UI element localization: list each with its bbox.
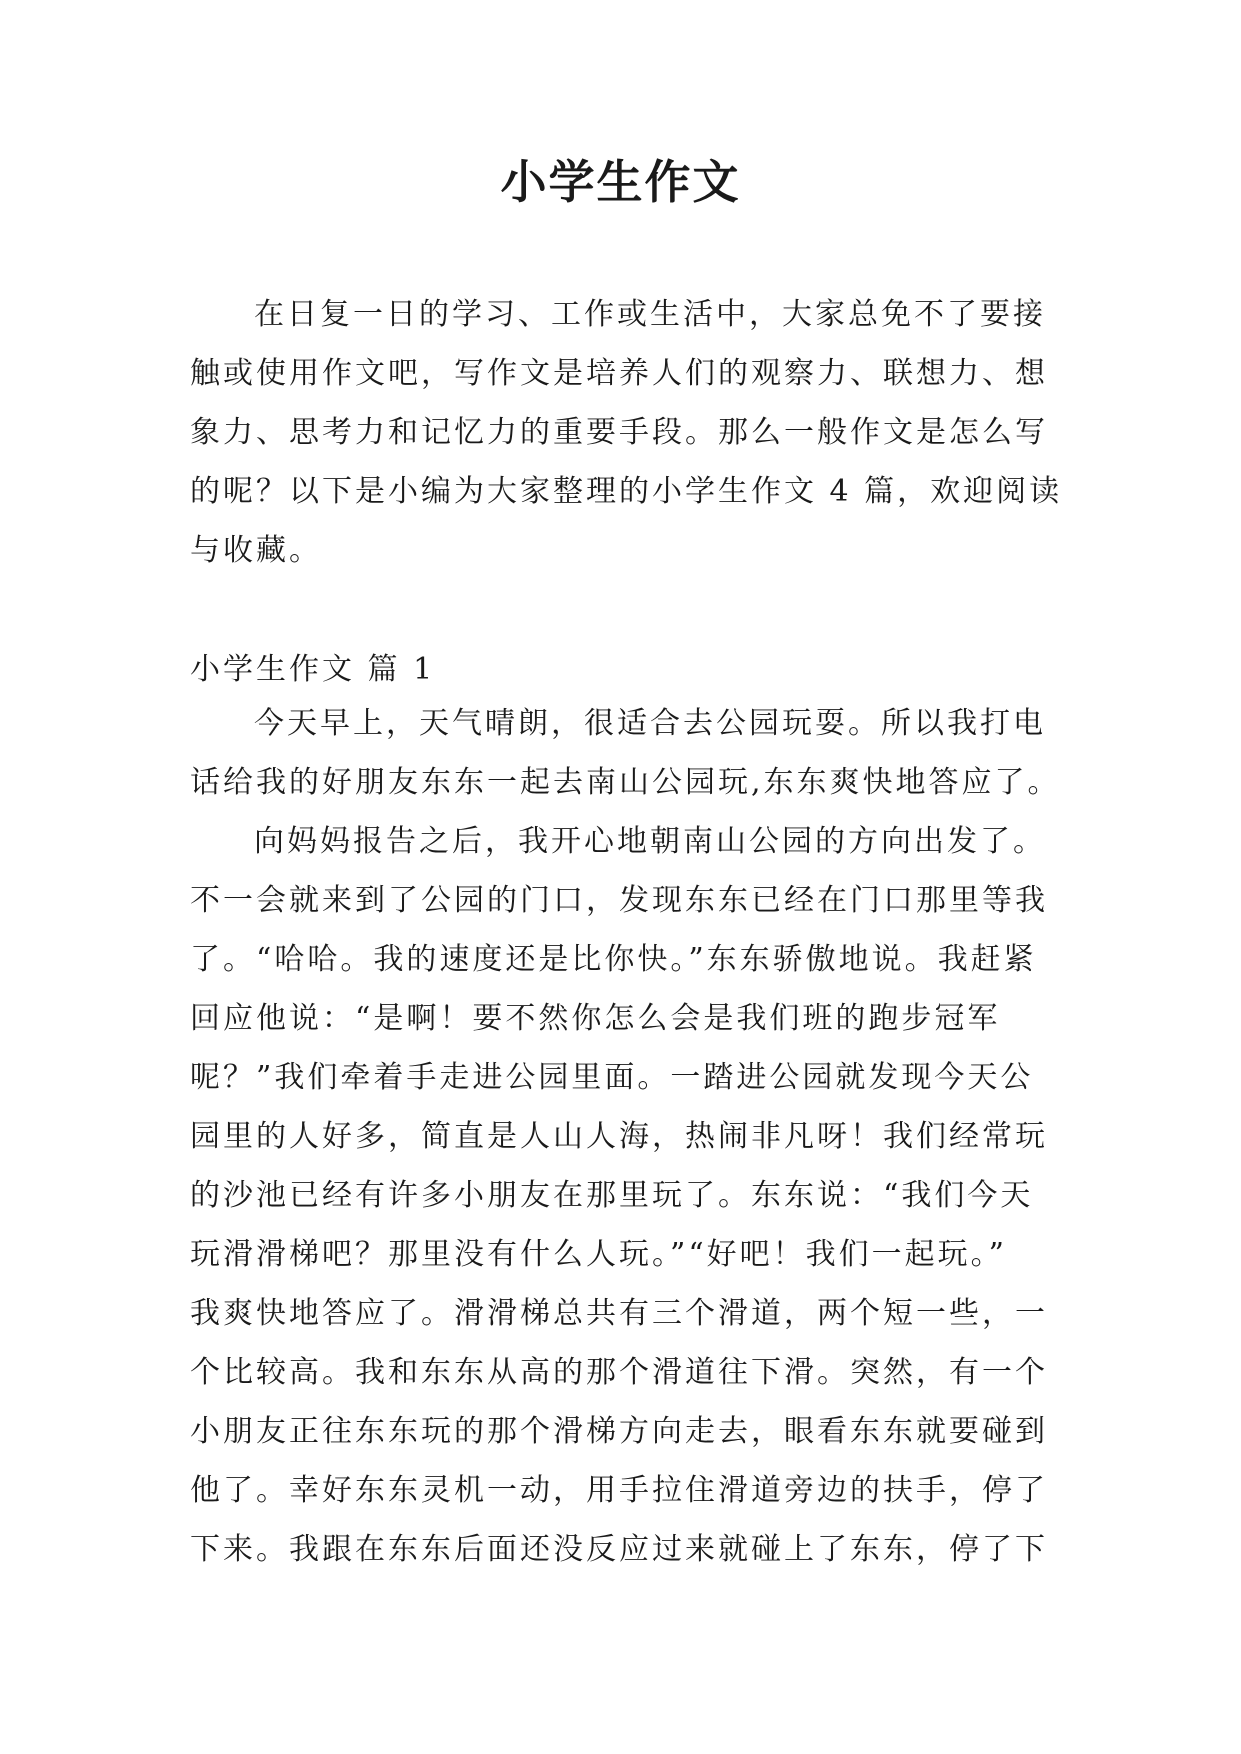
page-title: 小学生作文 xyxy=(500,155,741,209)
essay-line: 他了。幸好东东灵机一动，用手拉住滑道旁边的扶手，停了 xyxy=(190,1473,1048,1508)
intro-line: 的呢？以下是小编为大家整理的小学生作文 4 篇，欢迎阅读 xyxy=(190,474,1063,509)
essay-line: 话给我的好朋友东东一起去南山公园玩,东东爽快地答应了。 xyxy=(190,765,1061,800)
intro-paragraph xyxy=(190,285,1063,580)
intro-line: 在日复一日的学习、工作或生活中，大家总免不了要接 xyxy=(254,297,1046,332)
intro-line: 触或使用作文吧，写作文是培养人们的观察力、联想力、想 xyxy=(190,356,1048,391)
essay-line: 个比较高。我和东东从高的那个滑道往下滑。突然，有一个 xyxy=(190,1355,1048,1390)
section-heading: 小学生作文 篇 1 xyxy=(190,652,436,687)
essay-line: 园里的人好多，简直是人山人海，热闹非凡呀！我们经常玩 xyxy=(190,1119,1048,1154)
intro-line: 象力、思考力和记忆力的重要手段。那么一般作文是怎么写 xyxy=(190,415,1048,450)
essay-line: 回应他说：“是啊！要不然你怎么会是我们班的跑步冠军 xyxy=(190,1001,1001,1036)
essay-line: 向妈妈报告之后，我开心地朝南山公园的方向出发了。 xyxy=(254,824,1046,859)
essay-line: 玩滑滑梯吧？那里没有什么人玩。”“好吧！我们一起玩。” xyxy=(190,1237,1008,1272)
essay-line: 不一会就来到了公园的门口，发现东东已经在门口那里等我 xyxy=(190,883,1048,918)
essay-line: 今天早上，天气晴朗，很适合去公园玩耍。所以我打电 xyxy=(254,706,1046,741)
essay-line: 我爽快地答应了。滑滑梯总共有三个滑道，两个短一些，一 xyxy=(190,1296,1048,1331)
essay-line: 了。“哈哈。我的速度还是比你快。”东东骄傲地说。我赶紧 xyxy=(190,942,1037,977)
essay-line: 呢？”我们牵着手走进公园里面。一踏进公园就发现今天公 xyxy=(190,1060,1034,1095)
intro-line: 与收藏。 xyxy=(190,533,322,568)
essay-line: 的沙池已经有许多小朋友在那里玩了。东东说：“我们今天 xyxy=(190,1178,1034,1213)
essay-body xyxy=(190,694,1060,1579)
essay-line: 小朋友正往东东玩的那个滑梯方向走去，眼看东东就要碰到 xyxy=(190,1414,1048,1449)
essay-line: 下来。我跟在东东后面还没反应过来就碰上了东东，停了下 xyxy=(190,1532,1048,1567)
